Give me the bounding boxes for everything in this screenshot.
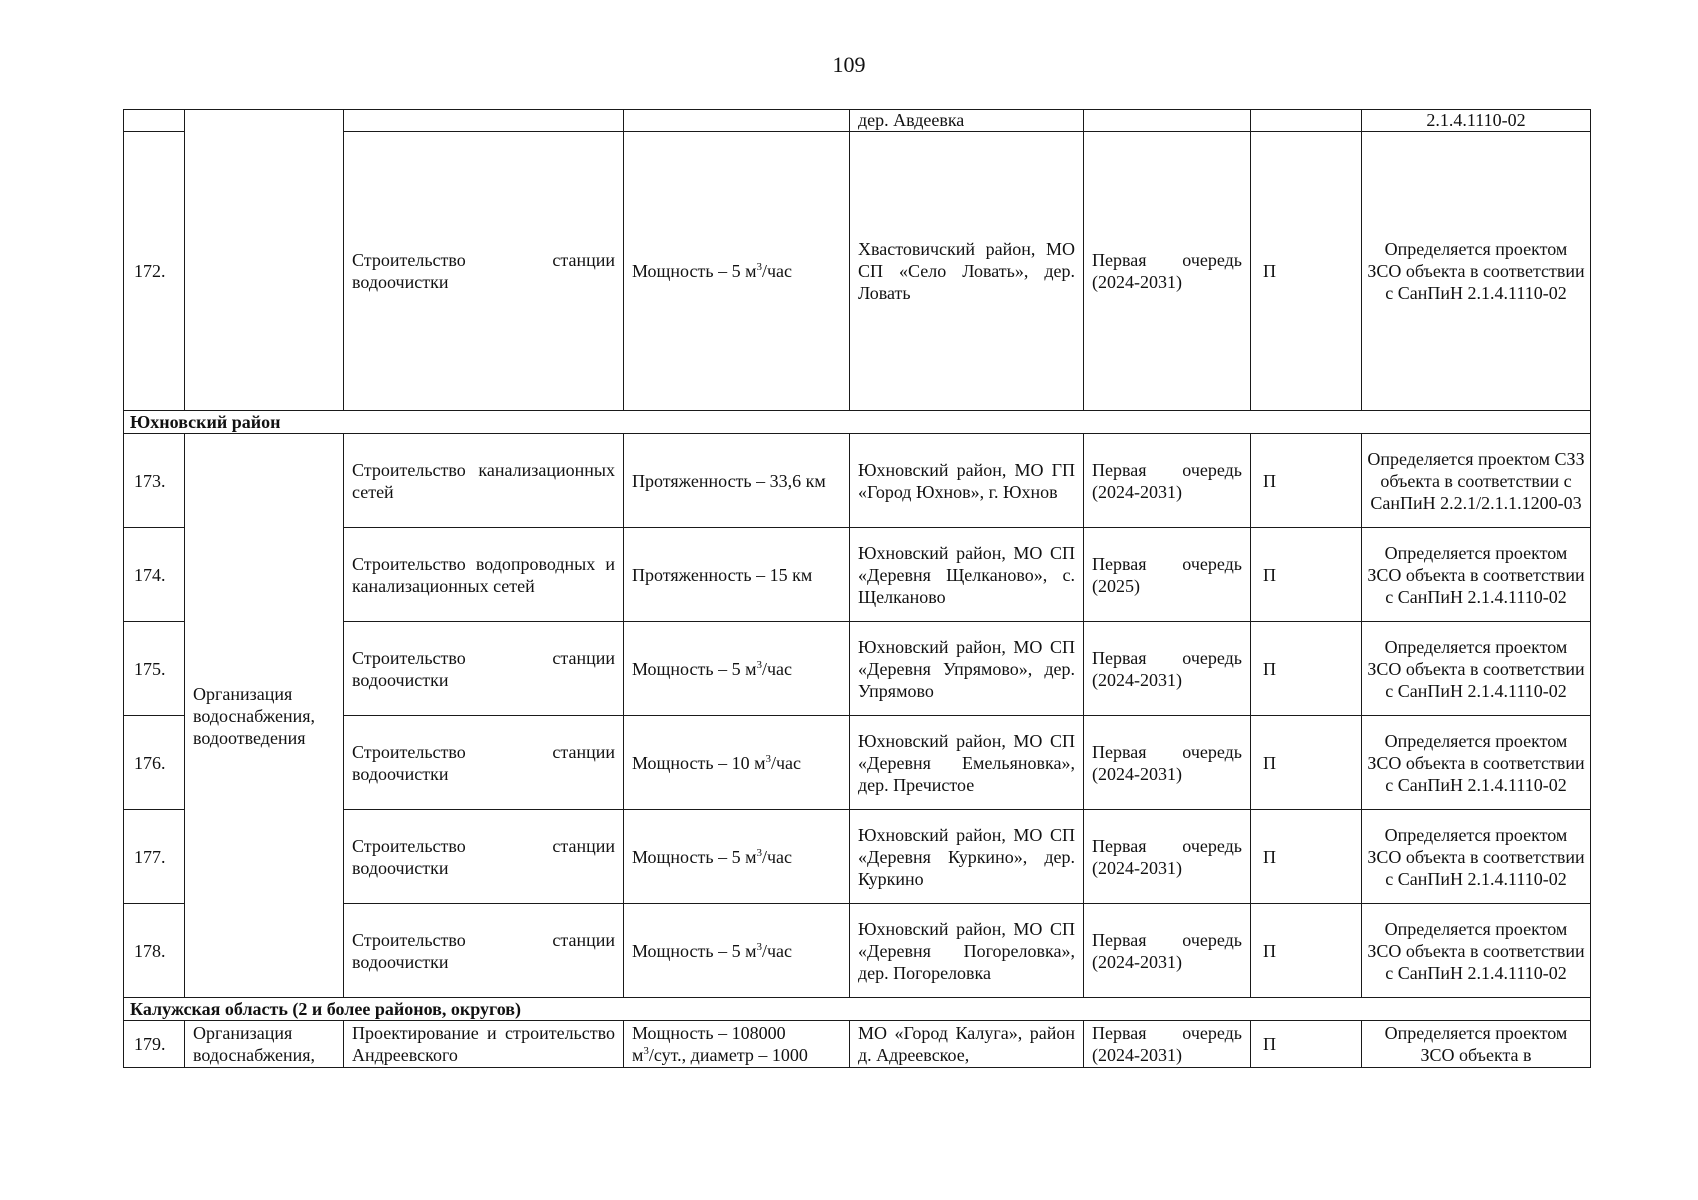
continuation-row <box>124 110 1591 132</box>
section-title: Калужская область (2 и более районов, округов) <box>124 998 1591 1021</box>
cell-location: Юхновский район, МО СП «Деревня Погореловка», дер. Погореловка <box>850 904 1084 998</box>
cell-num: 175. <box>124 622 185 716</box>
params-line1: Мощность – 108000 <box>632 1023 786 1043</box>
table-row <box>124 528 1591 622</box>
cell-note: Определяется проектом ЗСО объекта в <box>1362 1021 1591 1068</box>
cell-works: Проектирование и строительство Андреевского <box>344 1021 624 1068</box>
params-text: Мощность – 5 м <box>632 658 757 679</box>
params-text: Мощность – 10 м <box>632 752 766 773</box>
table-row <box>124 810 1591 904</box>
cell-num: 172. <box>124 132 185 411</box>
cell-params <box>624 110 850 132</box>
cell-note: Определяется проектом ЗСО объекта в соответствии с СанПиН 2.1.4.1110-02 <box>1362 810 1591 904</box>
params-text: Мощность – 5 м <box>632 261 757 281</box>
cell-purpose <box>185 110 344 411</box>
cell-num: 174. <box>124 528 185 622</box>
cell-params <box>624 622 850 716</box>
cell-type: П <box>1251 904 1362 998</box>
cell-location: Юхновский район, МО СП «Деревня Емельяновка», дер. Пречистое <box>850 716 1084 810</box>
table-row <box>124 716 1591 810</box>
cell-period <box>1084 110 1251 132</box>
cell-num: 179. <box>124 1021 185 1068</box>
cell-type: П <box>1251 622 1362 716</box>
cell-period: Первая очередь (2024-2031) <box>1084 904 1251 998</box>
cell-works: Строительство водопроводных и канализационных сетей <box>344 528 624 622</box>
cell-period: Первая очередь (2024-2031) <box>1084 622 1251 716</box>
cell-params <box>624 1021 850 1068</box>
section-title: Юхновский район <box>124 411 1591 434</box>
params-unit: /час <box>761 658 792 679</box>
cell-type <box>1251 110 1362 132</box>
params-text: Протяженность – 15 км <box>632 564 813 585</box>
cell-params <box>624 810 850 904</box>
cell-works: Строительство станции водоочистки <box>344 716 624 810</box>
cell-location: Хвастовичский район, МО СП «Село Ловать», дер. Ловать <box>850 132 1084 411</box>
cell-period: Первая очередь (2024-2031) <box>1084 1021 1251 1068</box>
params-unit: /час <box>770 752 801 773</box>
params-unit: /час <box>761 940 792 961</box>
cell-works: Строительство станции водоочистки <box>344 810 624 904</box>
params-unit: /час <box>761 261 792 281</box>
objects-table <box>123 109 1591 1068</box>
cell-num <box>124 110 185 132</box>
params-unit-m: м <box>632 1045 644 1065</box>
cell-params <box>624 132 850 411</box>
cell-purpose: Организация водоснабжения, <box>185 1021 344 1068</box>
cell-num: 178. <box>124 904 185 998</box>
cell-note: Определяется проектом ЗСО объекта в соответствии с СанПиН 2.1.4.1110-02 <box>1362 716 1591 810</box>
cell-works: Строительство станции водоочистки <box>344 622 624 716</box>
cell-type: П <box>1251 132 1362 411</box>
table-row <box>124 434 1591 528</box>
table-row <box>124 622 1591 716</box>
cell-works: Строительство станции водоочистки <box>344 132 624 411</box>
cell-period: Первая очередь (2024-2031) <box>1084 716 1251 810</box>
cell-params <box>624 716 850 810</box>
cell-num: 173. <box>124 434 185 528</box>
cell-location: Юхновский район, МО СП «Деревня Куркино», дер. Куркино <box>850 810 1084 904</box>
cell-works <box>344 110 624 132</box>
cell-note: Определяется проектом ЗСО объекта в соответствии с СанПиН 2.1.4.1110-02 <box>1362 132 1591 411</box>
cell-note: 2.1.4.1110-02 <box>1362 110 1591 132</box>
cell-period: Первая очередь (2024-2031) <box>1084 434 1251 528</box>
cell-period: Первая очередь (2025) <box>1084 528 1251 622</box>
cell-period: Первая очередь (2024-2031) <box>1084 132 1251 411</box>
params-sup: 3 <box>756 940 762 953</box>
params-sup: 3 <box>756 261 762 273</box>
cell-period: Первая очередь (2024-2031) <box>1084 810 1251 904</box>
cell-works: Строительство станции водоочистки <box>344 904 624 998</box>
params-sup: 3 <box>756 658 762 671</box>
section-row-yukhnov <box>124 411 1591 434</box>
section-row-kaluga <box>124 998 1591 1021</box>
cell-params <box>624 528 850 622</box>
params-sup: 3 <box>756 846 762 859</box>
cell-location: дер. Авдеевка <box>850 110 1084 132</box>
cell-purpose: Организация водоснабжения, водоотведения <box>185 434 344 998</box>
table-row <box>124 904 1591 998</box>
cell-location: Юхновский район, МО СП «Деревня Щелканово», с. Щелканово <box>850 528 1084 622</box>
params-text: Протяженность – 33,6 км <box>632 470 826 491</box>
cell-note: Определяется проектом ЗСО объекта в соответствии с СанПиН 2.1.4.1110-02 <box>1362 528 1591 622</box>
cell-type: П <box>1251 528 1362 622</box>
cell-num: 177. <box>124 810 185 904</box>
cell-note: Определяется проектом ЗСО объекта в соответствии с СанПиН 2.1.4.1110-02 <box>1362 622 1591 716</box>
cell-type: П <box>1251 810 1362 904</box>
cell-note: Определяется проектом ЗСО объекта в соответствии с СанПиН 2.1.4.1110-02 <box>1362 904 1591 998</box>
params-unit: /час <box>761 846 792 867</box>
params-sup: 3 <box>765 752 771 765</box>
cell-type: П <box>1251 716 1362 810</box>
params-sup: 3 <box>643 1045 649 1057</box>
table-row <box>124 132 1591 411</box>
cell-params <box>624 434 850 528</box>
cell-location: МО «Город Калуга», район д. Адреевское, <box>850 1021 1084 1068</box>
cell-note: Определяется проектом СЗЗ объекта в соответствии с СанПиН 2.2.1/2.1.1.1200-03 <box>1362 434 1591 528</box>
cell-params <box>624 904 850 998</box>
cell-location: Юхновский район, МО СП «Деревня Упрямово», дер. Упрямово <box>850 622 1084 716</box>
page-number: 109 <box>832 52 866 77</box>
params-line2: /сут., диаметр – 1000 <box>648 1045 808 1065</box>
params-text: Мощность – 5 м <box>632 846 757 867</box>
cell-type: П <box>1251 434 1362 528</box>
params-text: Мощность – 5 м <box>632 940 757 961</box>
cell-num: 176. <box>124 716 185 810</box>
table-row <box>124 1021 1591 1068</box>
cell-location: Юхновский район, МО ГП «Город Юхнов», г. Юхнов <box>850 434 1084 528</box>
cell-type: П <box>1251 1021 1362 1068</box>
cell-works: Строительство канализационных сетей <box>344 434 624 528</box>
